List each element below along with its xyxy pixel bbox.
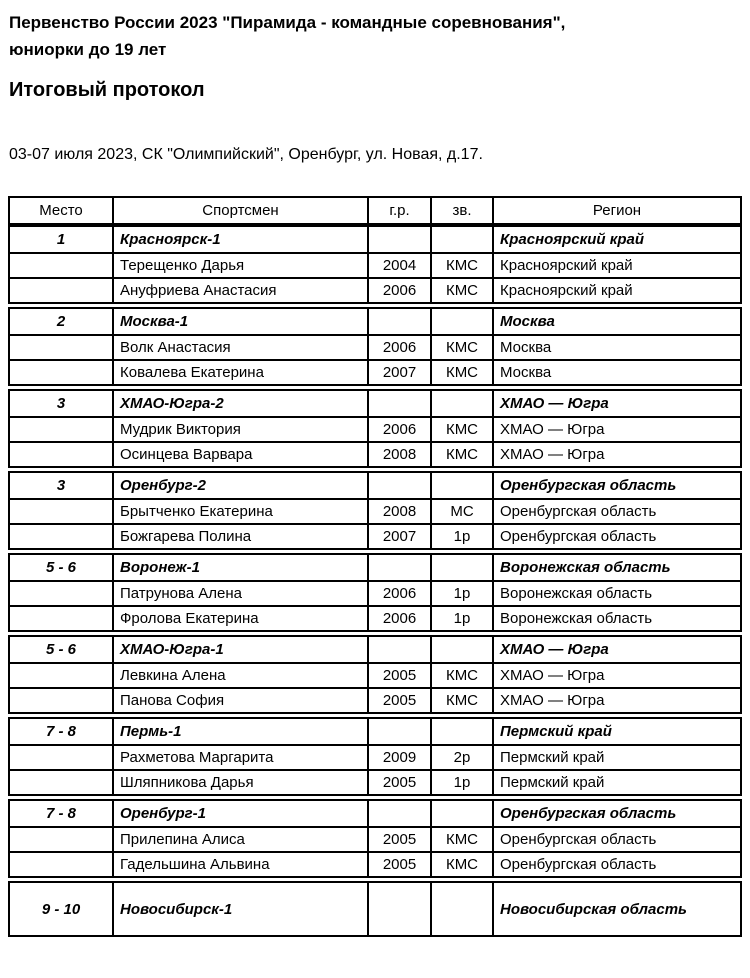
team-name: Пермь-1 [114, 719, 369, 744]
team-name: ХМАО-Югра-1 [114, 637, 369, 662]
team-rank-empty [432, 309, 494, 334]
player-row [10, 687, 740, 712]
player-region: Воронежская область [500, 610, 653, 627]
player-name: Ковалева Екатерина [114, 361, 369, 384]
player-year: 2004 [369, 254, 432, 277]
document-title-line1: Первенство России 2023 "Пирамида - командные соревнования", [9, 13, 566, 32]
player-name: Божгарева Полина [114, 525, 369, 548]
event-info: 03-07 июля 2023, СК "Олимпийский", Оренбург, ул. Новая, д.17. [9, 146, 483, 163]
document-title [9, 9, 740, 63]
player-row [10, 662, 740, 687]
team-rank-empty [432, 801, 494, 826]
player-region: Оренбургская область [500, 528, 657, 545]
player-rank: КМС [432, 336, 494, 359]
player-region: Москва [500, 339, 552, 356]
team-region: Новосибирская область [500, 900, 687, 918]
team-year-empty [369, 309, 432, 334]
team-name: Оренбург-1 [114, 801, 369, 826]
player-row [10, 359, 740, 384]
team-region: ХМАО — Югра [500, 641, 609, 658]
player-year: 2007 [369, 525, 432, 548]
team-place: 9 - 10 [10, 883, 114, 935]
document-header [0, 0, 750, 165]
player-row [10, 441, 740, 466]
player-region: ХМАО — Югра [500, 692, 605, 709]
table-header-row [10, 198, 740, 223]
player-rank: 1р [432, 525, 494, 548]
team-row [10, 883, 740, 935]
team-row [10, 391, 740, 416]
player-year: 2007 [369, 361, 432, 384]
team-group [8, 635, 742, 714]
player-rank: КМС [432, 689, 494, 712]
player-rank: МС [432, 500, 494, 523]
team-rank-empty [432, 391, 494, 416]
player-rank: КМС [432, 664, 494, 687]
team-row [10, 719, 740, 744]
player-year: 2006 [369, 607, 432, 630]
player-name: Брытченко Екатерина [114, 500, 369, 523]
team-place: 1 [10, 227, 114, 252]
col-header-place: Место [10, 198, 114, 223]
player-name: Шляпникова Дарья [114, 771, 369, 794]
player-year: 2006 [369, 336, 432, 359]
player-name: Патрунова Алена [114, 582, 369, 605]
team-region: Воронежская область [500, 559, 671, 576]
team-group [8, 881, 742, 937]
team-group [8, 553, 742, 632]
team-year-empty [369, 719, 432, 744]
player-region: Воронежская область [500, 585, 653, 602]
player-place-empty [10, 689, 114, 712]
player-year: 2005 [369, 689, 432, 712]
results-table [8, 196, 742, 937]
player-region: ХМАО — Югра [500, 446, 605, 463]
player-place-empty [10, 746, 114, 769]
team-row [10, 801, 740, 826]
document-subtitle: Итоговый протокол [9, 79, 205, 101]
player-place-empty [10, 279, 114, 302]
player-name: Рахметова Маргарита [114, 746, 369, 769]
player-name: Мудрик Виктория [114, 418, 369, 441]
player-region: Красноярский край [500, 282, 633, 299]
team-row [10, 637, 740, 662]
player-row [10, 277, 740, 302]
team-rank-empty [432, 473, 494, 498]
player-name: Левкина Алена [114, 664, 369, 687]
col-header-birth-year: г.р. [369, 198, 432, 223]
team-rank-empty [432, 637, 494, 662]
player-region: Оренбургская область [500, 503, 657, 520]
player-name: Волк Анастасия [114, 336, 369, 359]
player-year: 2005 [369, 771, 432, 794]
team-region: Пермский край [500, 723, 612, 740]
player-rank: КМС [432, 418, 494, 441]
player-place-empty [10, 443, 114, 466]
player-place-empty [10, 525, 114, 548]
player-rank: КМС [432, 254, 494, 277]
player-place-empty [10, 336, 114, 359]
player-name: Панова София [114, 689, 369, 712]
player-rank: 2р [432, 746, 494, 769]
col-header-rank: зв. [432, 198, 494, 223]
table-header-block [8, 196, 742, 225]
team-place: 2 [10, 309, 114, 334]
player-row [10, 334, 740, 359]
player-place-empty [10, 582, 114, 605]
player-name: Фролова Екатерина [114, 607, 369, 630]
team-region: Оренбургская область [500, 805, 677, 822]
document-title-line2: юниорки до 19 лет [9, 40, 167, 59]
player-region: Красноярский край [500, 257, 633, 274]
player-region: Оренбургская область [500, 831, 657, 848]
team-row [10, 227, 740, 252]
player-year: 2006 [369, 279, 432, 302]
team-rank-empty [432, 719, 494, 744]
team-group [8, 471, 742, 550]
player-row [10, 851, 740, 876]
team-name: Воронеж-1 [114, 555, 369, 580]
team-group [8, 225, 742, 304]
team-group [8, 717, 742, 796]
player-place-empty [10, 607, 114, 630]
player-region: ХМАО — Югра [500, 421, 605, 438]
player-region: ХМАО — Югра [500, 667, 605, 684]
player-place-empty [10, 853, 114, 876]
team-name: Новосибирск-1 [114, 883, 369, 935]
team-row [10, 555, 740, 580]
table-body [8, 225, 742, 937]
team-year-empty [369, 801, 432, 826]
team-rank-empty [432, 883, 494, 935]
player-row [10, 523, 740, 548]
player-region: Москва [500, 364, 552, 381]
player-rank: 1р [432, 607, 494, 630]
team-group [8, 307, 742, 386]
player-name: Ануфриева Анастасия [114, 279, 369, 302]
team-place: 7 - 8 [10, 801, 114, 826]
player-row [10, 580, 740, 605]
team-group [8, 799, 742, 878]
player-row [10, 498, 740, 523]
player-year: 2005 [369, 828, 432, 851]
player-name: Осинцева Варвара [114, 443, 369, 466]
team-year-empty [369, 391, 432, 416]
player-place-empty [10, 664, 114, 687]
player-rank: КМС [432, 443, 494, 466]
team-name: Красноярск-1 [114, 227, 369, 252]
player-row [10, 826, 740, 851]
player-year: 2005 [369, 664, 432, 687]
player-place-empty [10, 254, 114, 277]
player-year: 2005 [369, 853, 432, 876]
team-rank-empty [432, 227, 494, 252]
player-name: Прилепина Алиса [114, 828, 369, 851]
col-header-athlete: Спортсмен [114, 198, 369, 223]
team-place: 5 - 6 [10, 637, 114, 662]
team-place: 3 [10, 391, 114, 416]
team-year-empty [369, 473, 432, 498]
team-place: 3 [10, 473, 114, 498]
player-region: Пермский край [500, 749, 605, 766]
player-row [10, 769, 740, 794]
player-row [10, 252, 740, 277]
player-name: Гадельшина Альвина [114, 853, 369, 876]
player-place-empty [10, 828, 114, 851]
player-row [10, 744, 740, 769]
team-rank-empty [432, 555, 494, 580]
team-region: Красноярский край [500, 231, 644, 248]
player-place-empty [10, 418, 114, 441]
player-year: 2006 [369, 418, 432, 441]
team-group [8, 389, 742, 468]
player-place-empty [10, 361, 114, 384]
player-row [10, 605, 740, 630]
player-rank: КМС [432, 279, 494, 302]
player-rank: 1р [432, 582, 494, 605]
team-year-empty [369, 637, 432, 662]
player-row [10, 416, 740, 441]
team-year-empty [369, 555, 432, 580]
team-name: Оренбург-2 [114, 473, 369, 498]
team-row [10, 309, 740, 334]
player-place-empty [10, 500, 114, 523]
player-rank: КМС [432, 853, 494, 876]
team-region: Оренбургская область [500, 477, 677, 494]
player-region: Пермский край [500, 774, 605, 791]
team-year-empty [369, 883, 432, 935]
player-region: Оренбургская область [500, 856, 657, 873]
player-rank: КМС [432, 361, 494, 384]
team-year-empty [369, 227, 432, 252]
team-region: ХМАО — Югра [500, 395, 609, 412]
col-header-region: Регион [592, 202, 642, 219]
player-rank: КМС [432, 828, 494, 851]
player-year: 2006 [369, 582, 432, 605]
player-name: Терещенко Дарья [114, 254, 369, 277]
player-year: 2008 [369, 443, 432, 466]
player-place-empty [10, 771, 114, 794]
team-place: 7 - 8 [10, 719, 114, 744]
team-region: Москва [500, 313, 555, 330]
team-name: Москва-1 [114, 309, 369, 334]
team-name: ХМАО-Югра-2 [114, 391, 369, 416]
player-rank: 1р [432, 771, 494, 794]
player-year: 2008 [369, 500, 432, 523]
player-year: 2009 [369, 746, 432, 769]
team-place: 5 - 6 [10, 555, 114, 580]
team-row [10, 473, 740, 498]
